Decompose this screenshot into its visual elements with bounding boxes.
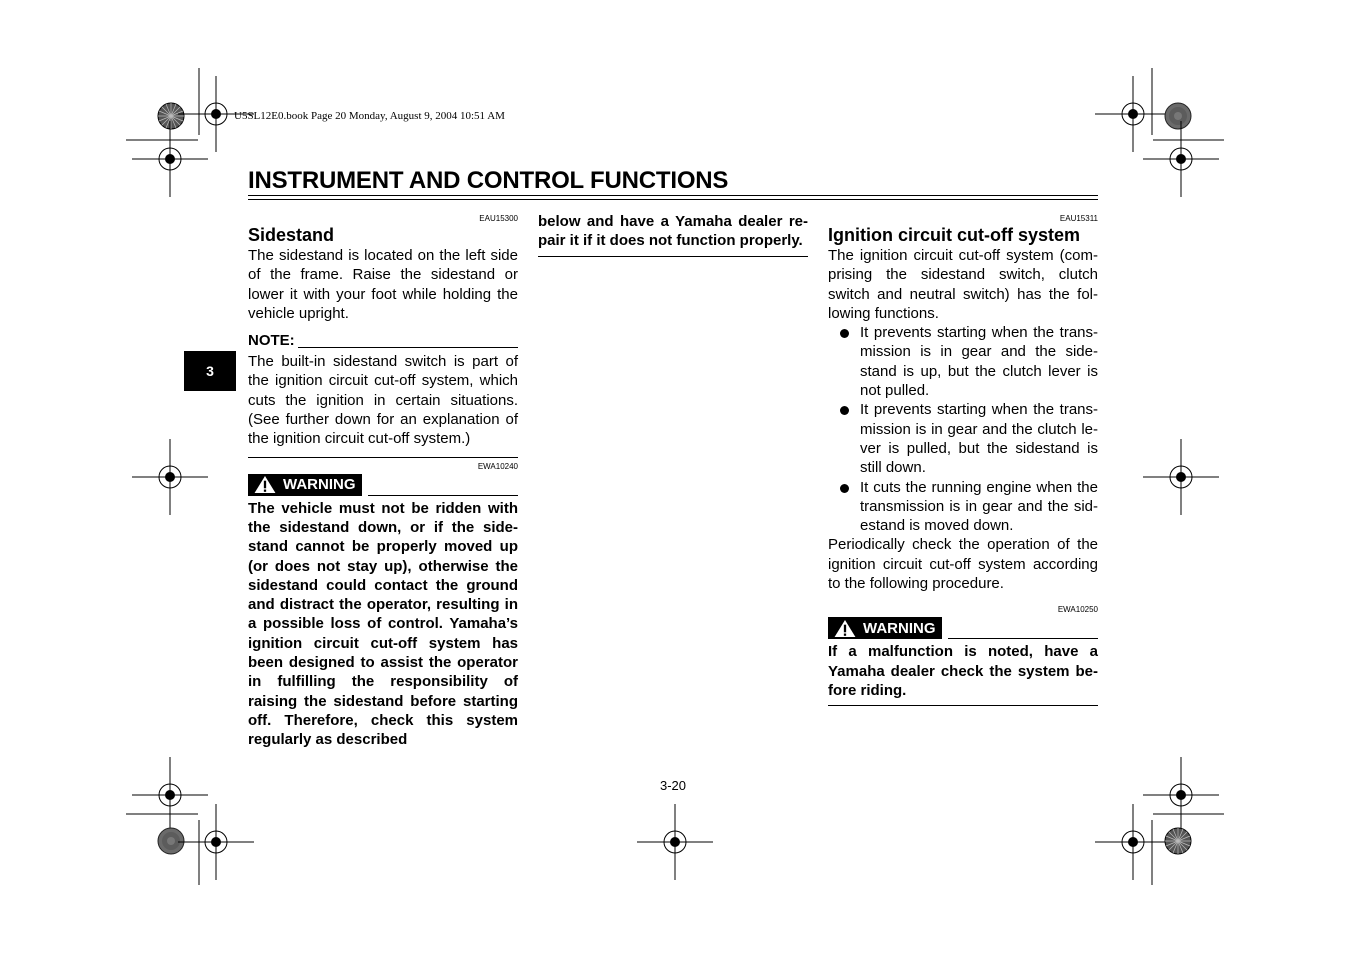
- column-middle: [538, 212, 808, 257]
- bottom-right-marks: [1095, 757, 1224, 885]
- column-left: [248, 214, 518, 750]
- section-code: EAU15311: [1059, 214, 1098, 223]
- top-right-marks: [1095, 68, 1224, 197]
- warning-rule: [368, 495, 519, 496]
- column-right: [828, 214, 1098, 706]
- top-left-marks: [126, 68, 254, 197]
- warning-label: WARNING: [283, 476, 356, 494]
- warning-triangle-icon: [833, 619, 857, 638]
- chapter-tab: 3: [184, 351, 236, 391]
- bullet-icon: [840, 484, 849, 493]
- warning-text: If a malfunction is noted, have a Yamaha dealer check the system before riding.: [828, 643, 1098, 699]
- list-item: It prevents starting when the transmission is in gear and the clutch lever is pulled, but the sidestand is still down.: [828, 400, 1098, 477]
- book-info-line: U5SL12E0.book Page 20 Monday, August 9, 2004 10:51 AM: [234, 110, 505, 122]
- warning-code: EWA10250: [1057, 605, 1098, 615]
- title-rule: [248, 195, 1098, 196]
- warning-end-rule: [828, 705, 1098, 706]
- warning-rule: [948, 638, 1099, 639]
- section-heading-sidestand: Sidestand: [248, 225, 335, 245]
- warning-text: The vehicle must not be ridden with the sidestand down, or if the sidestand cannot be properly moved up (or does not stay up), otherwise the sidestand could contact the ground and distract the operator, resulting in a possible loss of control. Yamaha’s ignition circuit cut-off system has been designed to assist the operator in fulfilling the responsibility of raising the sidestand before starting off. Therefore, check this system regularly as described: [248, 499, 518, 749]
- warning-badge: [248, 474, 362, 496]
- warning-header: [828, 617, 1098, 639]
- note-end-rule: [248, 457, 518, 458]
- list-item: It prevents starting when the transmission is in gear and the sidestand is up, but the clutch lever is not pulled.: [828, 323, 1098, 400]
- note-rule: [298, 347, 518, 348]
- bullet-icon: [840, 329, 849, 338]
- page-title: INSTRUMENT AND CONTROL FUNCTIONS: [248, 167, 729, 194]
- page-number: 3-20: [659, 778, 687, 793]
- bottom-left-marks: [126, 757, 254, 885]
- ignition-intro: The ignition circuit cut-off system (comprising the sidestand switch, clutch switch and neutral switch) has the following functions.: [828, 247, 1098, 322]
- mid-right-mark: [1143, 439, 1219, 515]
- ignition-functions-list: [828, 323, 1098, 535]
- sidestand-body: The sidestand is located on the left side of the frame. Raise the sidestand or lower it with your foot while holding the vehicle upright.: [248, 247, 518, 322]
- section-heading-ignition: Ignition circuit cut-off system: [828, 225, 1081, 245]
- mid-left-mark: [132, 439, 208, 515]
- title-rule: [248, 199, 1098, 200]
- warning-label: WARNING: [863, 619, 936, 637]
- section-code: EAU15300: [479, 214, 518, 223]
- note-header: [248, 332, 518, 350]
- note-label: NOTE:: [248, 332, 295, 350]
- note-body: The built-in sidestand switch is part of the ignition circuit cut-off system, which cuts the ignition in certain situations. (See further down for an explanation of the ignition circuit cut-off system.): [248, 353, 518, 448]
- bullet-icon: [840, 406, 849, 415]
- list-item: It cuts the running engine when the transmission is in gear and the sidestand is moved down.: [828, 478, 1098, 536]
- ignition-outro: Periodically check the operation of the ignition circuit cut-off system according to the following procedure.: [828, 536, 1098, 593]
- warning-code: EWA10240: [477, 461, 518, 471]
- warning-triangle-icon: [253, 475, 277, 494]
- warning-badge: [828, 617, 942, 639]
- warning-header: [248, 474, 518, 496]
- bottom-center-mark: [637, 804, 713, 880]
- warning-end-rule: [538, 256, 808, 257]
- warning-text-continued: below and have a Yamaha dealer repair it if it does not function properly.: [538, 213, 808, 250]
